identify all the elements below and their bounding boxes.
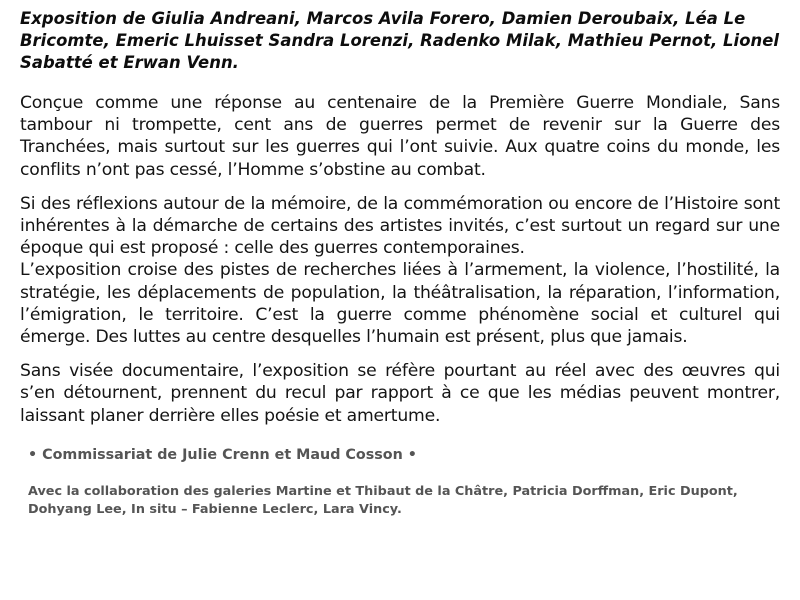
body-paragraph-3: Sans visée documentaire, l’exposition se réfère pourtant au réel avec des œuvres qui s’en détournent, prennent du recul par rapport à ce que les médias peuvent montrer, laissant planer derrière elles poésie et amertume.	[20, 361, 780, 426]
collaboration-credit: Avec la collaboration des galeries Martine et Thibaut de la Châtre, Patricia Dorffman, Eric Dupont, Dohyang Lee, In situ – Fabienne Leclerc, Lara Vincy.	[28, 483, 738, 517]
body-paragraph-1: Conçue comme une réponse au centenaire de la Première Guerre Mondiale, Sans tambour ni trompette, cent ans de guerres permet de revenir sur la Guerre des Tranchées, mais surtout sur les guerres qui l’ont suivie. Aux quatre coins du monde, les conflits n’ont pas cessé, l’Homme s’obstine au combat.	[20, 93, 780, 180]
body-paragraph-2-part-2: L’exposition croise des pistes de recherches liées à l’armement, la violence, l’hostilité, la stratégie, les déplacements de population, la théâtralisation, la réparation, l’information, l’émigration, le territoire. C’est la guerre comme phénomène social et culturel qui émerge. Des luttes au centre desquelles l’humain est présent, plus que jamais.	[20, 260, 780, 348]
body-paragraph-2-part-1: Si des réflexions autour de la mémoire, de la commémoration ou encore de l’Histoire sont inhérentes à la démarche de certains des artistes invités, c’est surtout un regard sur une époque qui est proposé : celle des guerres contemporaines.	[20, 193, 780, 259]
exhibition-artists-heading: Exposition de Giulia Andreani, Marcos Avila Forero, Damien Deroubaix, Léa Le Bricomte, Emeric Lhuisset Sandra Lorenzi, Radenko Milak, Mathieu Pernot, Lionel Sabatté et Erwan Venn.	[20, 9, 780, 72]
curators-credit: • Commissariat de Julie Crenn et Maud Cosson •	[28, 446, 417, 463]
body-paragraph-2	[20, 193, 780, 348]
